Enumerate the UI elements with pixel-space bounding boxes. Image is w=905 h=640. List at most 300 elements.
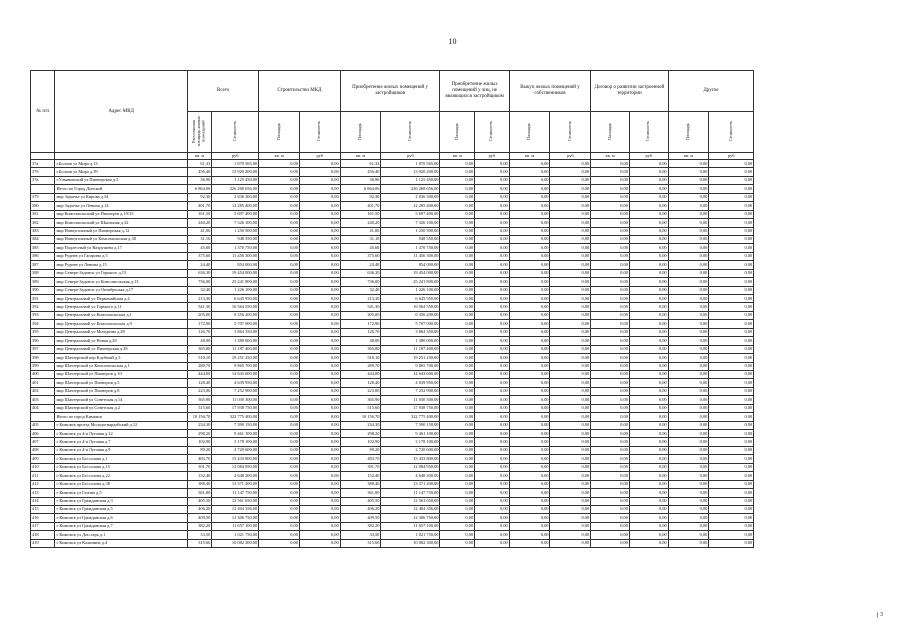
address-cell: мкр Центральный ул Мичурина д.49: [55, 328, 187, 336]
total-cost-cell: 13 371 200,00: [212, 480, 259, 488]
address-cell: мкр Новоугольный ул Комсомольская д.38: [55, 235, 187, 243]
table-row: [31, 160, 844, 168]
buyout-area-cell: 0,00: [509, 489, 550, 497]
total-area-cell: 32,40: [187, 286, 211, 294]
developer-area-cell: 510,10: [340, 354, 381, 362]
address-cell: г Кимовск ул Бессолова д.38: [55, 480, 187, 488]
territory-area-cell: 0,00: [591, 295, 630, 303]
developer-area-cell: 391,70: [340, 463, 381, 471]
build-area-cell: 0,00: [259, 176, 300, 184]
header-cost: Стоимость: [475, 112, 510, 153]
developer-area-cell: 33,50: [340, 531, 381, 539]
build-cost-cell: 0,00: [299, 370, 340, 378]
unit-cost: руб: [629, 153, 668, 160]
row-number: 411: [31, 472, 55, 480]
header-total-area: Расселяемая площадь жилых помещений: [187, 112, 211, 153]
non-developer-area-cell: 0,00: [440, 396, 475, 404]
other-area-cell: 0,00: [668, 514, 709, 522]
address-cell: г.Ульяновский ул.Пионерская д.3: [55, 176, 187, 184]
territory-area-cell: 0,00: [591, 489, 630, 497]
non-developer-cost-cell: 0,00: [475, 413, 510, 421]
buyout-area-cell: 0,00: [509, 235, 550, 243]
total-area-cell: 102,90: [187, 438, 211, 446]
row-number: 403: [31, 396, 55, 404]
territory-cost-cell: 0,00: [629, 421, 668, 429]
table-row: [31, 463, 844, 471]
non-developer-area-cell: 0,00: [440, 193, 475, 201]
other-cost-cell: 0,00: [709, 370, 754, 378]
non-developer-cost-cell: 0,00: [475, 337, 510, 345]
address-cell: мкр Новоугольный ул Пионерская д.12: [55, 227, 187, 235]
address-cell: мкр Задонье ул Ленина д.14: [55, 202, 187, 210]
address-cell: мкр Северо-Задонск ул Октябрьская д.17: [55, 286, 187, 294]
other-cost-cell: 0,00: [709, 337, 754, 345]
address-cell: мкр Шахтерский ул Пионеров д.8: [55, 387, 187, 395]
non-developer-cost-cell: 0,00: [475, 261, 510, 269]
territory-cost-cell: 0,00: [629, 261, 668, 269]
build-area-cell: 0,00: [259, 379, 300, 387]
row-number: 406: [31, 430, 55, 438]
other-cost-cell: 0,00: [709, 379, 754, 387]
buyout-cost-cell: 0,00: [550, 539, 591, 547]
other-area-cell: 0,00: [668, 219, 709, 227]
territory-area-cell: 0,00: [591, 345, 630, 353]
buyout-cost-cell: 0,00: [550, 362, 591, 370]
buyout-cost-cell: 0,00: [550, 252, 591, 260]
territory-cost-cell: 0,00: [629, 328, 668, 336]
total-area-cell: 405,50: [187, 497, 211, 505]
non-developer-area-cell: 0,00: [440, 370, 475, 378]
total-area-cell: 483,70: [187, 455, 211, 463]
build-area-cell: 0,00: [259, 455, 300, 463]
non-developer-cost-cell: 0,00: [475, 539, 510, 547]
total-area-cell: 388,40: [187, 480, 211, 488]
unit-area: кв. м: [440, 153, 475, 160]
total-cost-cell: 1 226 100,00: [212, 286, 259, 294]
developer-area-cell: 102,90: [340, 438, 381, 446]
developer-cost-cell: 7 390 150,00: [381, 421, 440, 429]
developer-area-cell: 45,60: [340, 244, 381, 252]
row-number: 415: [31, 505, 55, 513]
address-cell: Итого по город Кимовск: [55, 413, 187, 421]
build-cost-cell: 0,00: [299, 269, 340, 277]
territory-cost-cell: 0,00: [629, 404, 668, 412]
build-area-cell: 0,00: [259, 480, 300, 488]
other-cost-cell: 0,00: [709, 311, 754, 319]
territory-area-cell: 0,00: [591, 379, 630, 387]
territory-area-cell: 0,00: [591, 160, 630, 168]
build-cost-cell: 0,00: [299, 404, 340, 412]
developer-cost-cell: 12 306 750,00: [381, 514, 440, 522]
other-area-cell: 0,00: [668, 176, 709, 184]
total-cost-cell: 854 000,00: [212, 261, 259, 269]
address-cell: г Кимовск ул Гражданская д.3: [55, 497, 187, 505]
non-developer-cost-cell: 0,00: [475, 303, 510, 311]
buyout-area-cell: 0,00: [509, 210, 550, 218]
developer-area-cell: 401,70: [340, 202, 381, 210]
row-number: 37а: [31, 160, 55, 168]
build-cost-cell: 0,00: [299, 176, 340, 184]
total-cost-cell: 1 125 450,00: [212, 176, 259, 184]
total-cost-cell: 4 648 200,00: [212, 472, 259, 480]
territory-cost-cell: 0,00: [629, 269, 668, 277]
total-area-cell: 406,20: [187, 505, 211, 513]
developer-cost-cell: 854 000,00: [381, 261, 440, 269]
developer-cost-cell: 12 404 356,00: [381, 505, 440, 513]
buyout-area-cell: 0,00: [509, 345, 550, 353]
total-cost-cell: 5 697 400,00: [212, 210, 259, 218]
total-area-cell: 128,40: [187, 379, 211, 387]
developer-area-cell: 361,80: [340, 489, 381, 497]
header-area: Площадь: [591, 112, 630, 153]
non-developer-cost-cell: 0,00: [475, 489, 510, 497]
territory-cost-cell: 0,00: [629, 244, 668, 252]
developer-cost-cell: 4 648 200,00: [381, 472, 440, 480]
address-cell: г Кимовск ул 4-я Луговая д.12: [55, 430, 187, 438]
total-area-cell: 510,10: [187, 354, 211, 362]
other-cost-cell: 0,00: [709, 430, 754, 438]
build-cost-cell: 0,00: [299, 261, 340, 269]
developer-area-cell: 409,50: [340, 514, 381, 522]
territory-area-cell: 0,00: [591, 539, 630, 547]
row-number: 380: [31, 202, 55, 210]
total-area-cell: 289,70: [187, 362, 211, 370]
territory-area-cell: 0,00: [591, 261, 630, 269]
total-cost-cell: 11 187 400,00: [212, 345, 259, 353]
territory-area-cell: 0,00: [591, 362, 630, 370]
total-cost-cell: 19 251 250,00: [212, 354, 259, 362]
buyout-cost-cell: 0,00: [550, 278, 591, 286]
row-number: 386: [31, 252, 55, 260]
other-area-cell: 0,00: [668, 210, 709, 218]
developer-cost-cell: 12 084 950,00: [381, 463, 440, 471]
non-developer-cost-cell: 0,00: [475, 227, 510, 235]
unit-blank: [55, 153, 187, 160]
build-cost-cell: 0,00: [299, 244, 340, 252]
build-cost-cell: 0,00: [299, 514, 340, 522]
address-cell: мкр Шахтерский ул Советская д.2: [55, 404, 187, 412]
build-cost-cell: 0,00: [299, 160, 340, 168]
total-area-cell: 223,00: [187, 387, 211, 395]
unit-cost: руб: [550, 153, 591, 160]
developer-cost-cell: 1 125 450,00: [381, 176, 440, 184]
row-number: 381: [31, 210, 55, 218]
build-cost-cell: 0,00: [299, 480, 340, 488]
non-developer-area-cell: 0,00: [440, 261, 475, 269]
non-developer-area-cell: 0,00: [440, 160, 475, 168]
address-cell: г Кимовск ул Гражданская д.6: [55, 514, 187, 522]
header-area: Площадь: [259, 112, 300, 153]
build-cost-cell: 0,00: [299, 311, 340, 319]
territory-cost-cell: 0,00: [629, 252, 668, 260]
territory-area-cell: 0,00: [591, 404, 630, 412]
address-cell: г Кимовск ул Бессолова д.22: [55, 472, 187, 480]
developer-area-cell: 315,60: [340, 539, 381, 547]
table-row: [31, 505, 844, 513]
build-cost-cell: 0,00: [299, 472, 340, 480]
other-area-cell: 0,00: [668, 531, 709, 539]
build-area-cell: 0,00: [259, 295, 300, 303]
row-number: 389: [31, 278, 55, 286]
territory-cost-cell: 0,00: [629, 337, 668, 345]
total-area-cell: 515,60: [187, 404, 211, 412]
build-cost-cell: 0,00: [299, 455, 340, 463]
territory-cost-cell: 0,00: [629, 362, 668, 370]
row-number: 402: [31, 387, 55, 395]
other-area-cell: 0,00: [668, 320, 709, 328]
developer-cost-cell: 1 226 100,00: [381, 286, 440, 294]
territory-area-cell: 0,00: [591, 446, 630, 454]
developer-cost-cell: 1 250 500,00: [381, 227, 440, 235]
build-cost-cell: 0,00: [299, 235, 340, 243]
developer-cost-cell: 12 561 650,00: [381, 497, 440, 505]
table-body: [31, 160, 844, 548]
table-row: [31, 455, 844, 463]
developer-area-cell: 161,50: [340, 210, 381, 218]
territory-area-cell: 0,00: [591, 185, 630, 193]
territory-area-cell: 0,00: [591, 472, 630, 480]
buyout-area-cell: 0,00: [509, 514, 550, 522]
header-group-developer: Приобретение жилых помещений у застройщиков: [340, 71, 440, 112]
other-area-cell: 0,00: [668, 379, 709, 387]
table-row: [31, 514, 844, 522]
address-cell: мкр Подлесный ул Вахрушева д.17: [55, 244, 187, 252]
developer-area-cell: 223,00: [340, 387, 381, 395]
territory-area-cell: 0,00: [591, 328, 630, 336]
unit-area: кв. м: [668, 153, 709, 160]
header-area: Площадь: [340, 112, 381, 153]
non-developer-area-cell: 0,00: [440, 446, 475, 454]
territory-area-cell: 0,00: [591, 438, 630, 446]
buyout-area-cell: 0,00: [509, 328, 550, 336]
territory-area-cell: 0,00: [591, 497, 630, 505]
buyout-area-cell: 0,00: [509, 455, 550, 463]
total-area-cell: 391,70: [187, 463, 211, 471]
territory-cost-cell: 0,00: [629, 514, 668, 522]
other-cost-cell: 0,00: [709, 219, 754, 227]
build-area-cell: 0,00: [259, 362, 300, 370]
non-developer-area-cell: 0,00: [440, 269, 475, 277]
total-area-cell: 240,20: [187, 219, 211, 227]
non-developer-area-cell: 0,00: [440, 219, 475, 227]
developer-area-cell: 32,40: [340, 286, 381, 294]
address-cell: г Кимовск ул Гражданская д.5: [55, 505, 187, 513]
total-cost-cell: 322 775 400,00: [212, 413, 259, 421]
total-area-cell: 375,60: [187, 252, 211, 260]
total-area-cell: 361,80: [187, 489, 211, 497]
non-developer-area-cell: 0,00: [440, 480, 475, 488]
build-cost-cell: 0,00: [299, 362, 340, 370]
buyout-area-cell: 0,00: [509, 421, 550, 429]
developer-cost-cell: 2 720 600,00: [381, 446, 440, 454]
buyout-cost-cell: 0,00: [550, 430, 591, 438]
territory-cost-cell: 0,00: [629, 497, 668, 505]
address-cell: г Кимовск ул Калинина д.4: [55, 539, 187, 547]
non-developer-cost-cell: 0,00: [475, 480, 510, 488]
table-row: [31, 235, 844, 243]
address-cell: мкр Задонье ул Кирова д.34: [55, 193, 187, 201]
non-developer-cost-cell: 0,00: [475, 446, 510, 454]
build-area-cell: 0,00: [259, 446, 300, 454]
build-area-cell: 0,00: [259, 413, 300, 421]
total-area-cell: 382,20: [187, 522, 211, 530]
territory-cost-cell: 0,00: [629, 531, 668, 539]
developer-cost-cell: 5 697 400,00: [381, 210, 440, 218]
header-cost: Стоимость: [709, 112, 754, 153]
header-cost: Стоимость: [629, 112, 668, 153]
other-cost-cell: 0,00: [709, 193, 754, 201]
territory-area-cell: 0,00: [591, 227, 630, 235]
address-cell: г.Болхов ул Мира д.39: [55, 168, 187, 176]
total-cost-cell: 1 870 565,00: [212, 160, 259, 168]
address-cell: мкр Центральный ул Комсомольская д.9: [55, 320, 187, 328]
table-row: [31, 328, 844, 336]
row-number: 379: [31, 193, 55, 201]
total-area-cell: 365,90: [187, 396, 211, 404]
territory-area-cell: 0,00: [591, 244, 630, 252]
territory-area-cell: 0,00: [591, 421, 630, 429]
address-cell: мкр Шахтерский пер Клубный д.5: [55, 354, 187, 362]
buyout-cost-cell: 0,00: [550, 531, 591, 539]
territory-cost-cell: 0,00: [629, 202, 668, 210]
other-area-cell: 0,00: [668, 404, 709, 412]
territory-area-cell: 0,00: [591, 168, 630, 176]
developer-cost-cell: 17 938 750,00: [381, 404, 440, 412]
developer-cost-cell: 7 252 900,00: [381, 387, 440, 395]
build-area-cell: 0,00: [259, 514, 300, 522]
territory-cost-cell: 0,00: [629, 227, 668, 235]
address-cell: мкр Шахтерский ул Пионеров д.5: [55, 379, 187, 387]
developer-cost-cell: 9 865 700,00: [381, 362, 440, 370]
unit-blank: [31, 153, 55, 160]
buyout-area-cell: 0,00: [509, 219, 550, 227]
other-cost-cell: 0,00: [709, 480, 754, 488]
non-developer-area-cell: 0,00: [440, 362, 475, 370]
buyout-cost-cell: 0,00: [550, 227, 591, 235]
non-developer-cost-cell: 0,00: [475, 176, 510, 184]
total-area-cell: 401,70: [187, 202, 211, 210]
developer-cost-cell: 948 550,00: [381, 235, 440, 243]
build-area-cell: 0,00: [259, 472, 300, 480]
other-area-cell: 0,00: [668, 362, 709, 370]
buyout-area-cell: 0,00: [509, 387, 550, 395]
buyout-cost-cell: 0,00: [550, 193, 591, 201]
total-cost-cell: 9 865 700,00: [212, 362, 259, 370]
other-cost-cell: 0,00: [709, 286, 754, 294]
build-area-cell: 0,00: [259, 168, 300, 176]
table-row: [31, 497, 844, 505]
buyout-area-cell: 0,00: [509, 193, 550, 201]
unit-cost: руб: [381, 153, 440, 160]
row-number: 412: [31, 480, 55, 488]
row-number: 396: [31, 337, 55, 345]
developer-cost-cell: 3 864 350,00: [381, 328, 440, 336]
territory-cost-cell: 0,00: [629, 446, 668, 454]
total-cost-cell: 4 639 950,00: [212, 379, 259, 387]
other-cost-cell: 0,00: [709, 320, 754, 328]
developer-area-cell: 24,40: [340, 261, 381, 269]
row-number: 397: [31, 345, 55, 353]
build-area-cell: 0,00: [259, 438, 300, 446]
build-cost-cell: 0,00: [299, 354, 340, 362]
total-cost-cell: 11 030 300,00: [212, 396, 259, 404]
buyout-area-cell: 0,00: [509, 160, 550, 168]
territory-area-cell: 0,00: [591, 413, 630, 421]
total-cost-cell: 226 268 656,00: [212, 185, 259, 193]
buyout-area-cell: 0,00: [509, 168, 550, 176]
buyout-area-cell: 0,00: [509, 269, 550, 277]
row-number: 408: [31, 446, 55, 454]
total-cost-cell: 6 356 200,00: [212, 311, 259, 319]
buyout-cost-cell: 0,00: [550, 311, 591, 319]
total-cost-cell: 2 836 300,00: [212, 193, 259, 201]
unit-area: кв. м: [340, 153, 381, 160]
build-cost-cell: 0,00: [299, 345, 340, 353]
territory-cost-cell: 0,00: [629, 185, 668, 193]
developer-cost-cell: 1 380 000,00: [381, 337, 440, 345]
non-developer-area-cell: 0,00: [440, 337, 475, 345]
non-developer-area-cell: 0,00: [440, 472, 475, 480]
non-developer-cost-cell: 0,00: [475, 160, 510, 168]
row-number: 399: [31, 362, 55, 370]
table-row: [31, 219, 844, 227]
developer-cost-cell: 11 187 400,00: [381, 345, 440, 353]
non-developer-cost-cell: 0,00: [475, 345, 510, 353]
total-cost-cell: 1 370 750,00: [212, 244, 259, 252]
buyout-cost-cell: 0,00: [550, 396, 591, 404]
non-developer-area-cell: 0,00: [440, 413, 475, 421]
non-developer-cost-cell: 0,00: [475, 531, 510, 539]
total-cost-cell: 12 306 750,00: [212, 514, 259, 522]
buyout-cost-cell: 0,00: [550, 446, 591, 454]
table-row: [31, 269, 844, 277]
territory-cost-cell: 0,00: [629, 278, 668, 286]
developer-area-cell: 10 156,70: [340, 413, 381, 421]
buyout-area-cell: 0,00: [509, 176, 550, 184]
other-area-cell: 0,00: [668, 387, 709, 395]
territory-area-cell: 0,00: [591, 505, 630, 513]
other-area-cell: 0,00: [668, 227, 709, 235]
territory-cost-cell: 0,00: [629, 387, 668, 395]
table-row: [31, 244, 844, 252]
total-area-cell: 444,00: [187, 370, 211, 378]
territory-cost-cell: 0,00: [629, 354, 668, 362]
total-area-cell: 6 864,06: [187, 185, 211, 193]
non-developer-cost-cell: 0,00: [475, 463, 510, 471]
non-developer-cost-cell: 0,00: [475, 497, 510, 505]
total-cost-cell: 7 252 900,00: [212, 387, 259, 395]
total-area-cell: 298,20: [187, 430, 211, 438]
build-area-cell: 0,00: [259, 531, 300, 539]
table-row: [31, 202, 844, 210]
build-cost-cell: 0,00: [299, 202, 340, 210]
address-cell: мкр Шахтерский ул Пионеров д.10: [55, 370, 187, 378]
total-area-cell: 33,50: [187, 531, 211, 539]
total-area-cell: 61,33: [187, 160, 211, 168]
developer-cost-cell: 4 639 950,00: [381, 379, 440, 387]
non-developer-cost-cell: 0,00: [475, 193, 510, 201]
other-cost-cell: 0,00: [709, 269, 754, 277]
total-cost-cell: 12 285 400,00: [212, 202, 259, 210]
buyout-cost-cell: 0,00: [550, 404, 591, 412]
total-area-cell: 205,00: [187, 311, 211, 319]
buyout-area-cell: 0,00: [509, 430, 550, 438]
developer-area-cell: 89,20: [340, 446, 381, 454]
other-area-cell: 0,00: [668, 489, 709, 497]
territory-cost-cell: 0,00: [629, 311, 668, 319]
developer-cost-cell: 11 030 300,00: [381, 396, 440, 404]
row-number: 395: [31, 328, 55, 336]
